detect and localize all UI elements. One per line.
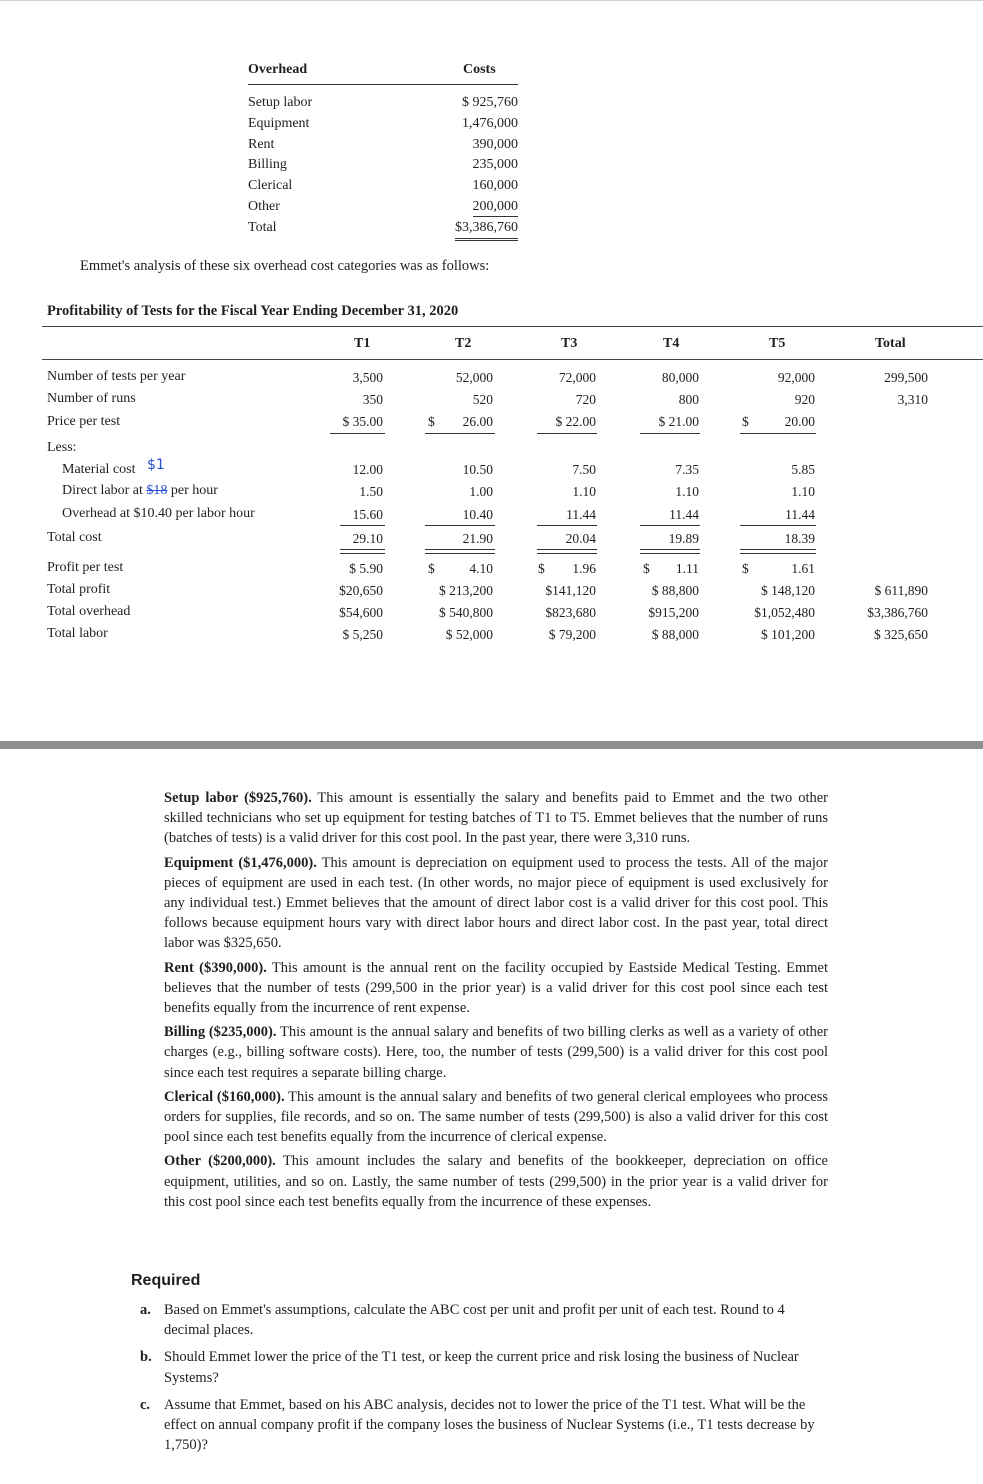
struck-labor-rate: $18	[146, 483, 168, 498]
overhead-total-label: Total	[248, 219, 277, 235]
description-paragraph	[164, 1087, 828, 1148]
overhead-label: Rent	[248, 136, 275, 152]
column-underline	[640, 525, 700, 526]
overhead-table-header	[248, 60, 518, 85]
description-paragraph	[164, 1022, 828, 1083]
table-cell: $ 88,000	[651, 627, 699, 642]
description-paragraph	[164, 958, 828, 1019]
table-cell: $ 148,120	[761, 583, 815, 598]
column-header-t5: T5	[769, 336, 786, 351]
overhead-row	[248, 135, 518, 156]
dollar-sign: $	[643, 561, 650, 576]
overhead-label: Setup labor	[248, 95, 313, 110]
table-cell: $ 611,890	[874, 583, 928, 598]
table-cell: 1.96	[572, 561, 596, 576]
table-cell: 92,000	[777, 370, 815, 385]
labor-text-post: per hour	[170, 483, 218, 498]
question-text: Based on Emmet's assumptions, calculate the ABC cost per unit and profit per unit of each test. Round to 4 decimal places.	[164, 1302, 785, 1339]
table-cell: $54,600	[339, 605, 383, 620]
overhead-cost: 235,000	[472, 157, 518, 173]
table-cell: $ 79,200	[548, 627, 596, 642]
overhead-cost: $ 925,760	[462, 95, 518, 110]
table-cell: 1.10	[791, 484, 815, 499]
description-paragraph	[164, 1151, 828, 1212]
overhead-label: Clerical	[248, 178, 293, 194]
row-label-tests: Number of tests per year	[47, 369, 186, 384]
profitability-table-title: Profitability of Tests for the Fiscal Year Ending December 31, 2020	[47, 303, 459, 319]
column-header-t1: T1	[354, 336, 371, 351]
overhead-row	[248, 197, 518, 218]
row-label-labor	[62, 483, 218, 499]
table-cell: 1.11	[675, 561, 699, 576]
question-item	[140, 1395, 828, 1456]
row-label-less: Less:	[47, 440, 77, 455]
overhead-cost-table	[248, 60, 518, 239]
description-heading: Clerical ($160,000).	[164, 1088, 285, 1105]
description-text: This amount includes the salary and benefits of the bookkeeper, depreciation on office equipment, utilities, and so on. Lastly, the same number of tests (299,500) in the prior year is a valid driver for this cost pool since each test benefits equally from the incurrence of these expenses.	[164, 1153, 828, 1210]
overhead-total-cost: $3,386,760	[455, 218, 518, 241]
row-label-material	[62, 457, 165, 478]
column-double-underline	[640, 549, 700, 554]
table-cell: 15.60	[352, 507, 383, 522]
dollar-sign: $	[428, 414, 435, 429]
description-text: This amount is the annual salary and benefits of two billing clerks as well as a variety of other charges (e.g., billing software costs). Here, too, the number of tests (299,500) is a valid driver for this cost pool since each test requires a separate billing charge.	[164, 1024, 828, 1081]
overhead-cost: 200,000	[473, 197, 519, 217]
table-cell: 52,000	[455, 370, 493, 385]
overhead-label: Other	[248, 198, 280, 214]
table-cell: 5.85	[791, 462, 815, 477]
overhead-row	[248, 176, 518, 197]
table-cell: $ 325,650	[874, 627, 928, 642]
overhead-total-row	[248, 218, 518, 239]
description-heading: Other ($200,000).	[164, 1153, 276, 1170]
dollar-sign: $	[742, 414, 749, 429]
table-cell: 350	[362, 392, 383, 407]
description-paragraph	[164, 853, 828, 954]
table-cell: $ 5,250	[342, 627, 383, 642]
description-heading: Billing ($235,000).	[164, 1024, 277, 1041]
column-underline	[340, 525, 385, 526]
table-cell: 1.50	[359, 484, 383, 499]
material-cost-text: Material cost	[62, 462, 136, 477]
table-cell: $1,052,480	[754, 605, 815, 620]
column-underline	[425, 433, 495, 434]
table-cell: 1.61	[791, 561, 815, 576]
table-cell: 18.39	[784, 531, 815, 546]
table-cell: 1.10	[572, 484, 596, 499]
table-cell: $3,386,760	[867, 605, 928, 620]
table-cell: 10.50	[462, 462, 493, 477]
column-underline	[740, 433, 816, 434]
overhead-row	[248, 93, 518, 114]
description-text: This amount is the annual rent on the facility occupied by Eastside Medical Testing. Emmet believes that the number of tests (299,500 in the prior year) is a valid driver for this cost pool since each test benefits equally from the incurrence of rent expense.	[164, 959, 828, 1017]
column-double-underline	[740, 549, 816, 554]
table-cell: 11.44	[566, 507, 596, 522]
table-cell: $ 5.90	[349, 561, 383, 576]
table-cell: 20.04	[565, 531, 596, 546]
overhead-cost: 1,476,000	[462, 115, 518, 131]
table-cell: 80,000	[661, 370, 699, 385]
table-cell: 21.90	[462, 531, 493, 546]
top-rule	[0, 0, 983, 1]
row-label-price: Price per test	[47, 414, 121, 429]
page-separator-band	[0, 741, 983, 749]
overhead-cost: 390,000	[472, 136, 518, 152]
description-text: This amount is depreciation on equipment used to process the tests. All of the major pieces of equipment are used in each test. (In other words, no major piece of equipment is used exclusively for any individual test.) Emmet believes that the amount of direct labor cost is a valid driver for this cost pool. This follows because equipment hours vary with direct labor hours and direct labor cost. In the past year, total direct labor was $325,650.	[164, 854, 828, 952]
labor-text-pre: Direct labor at	[62, 483, 143, 498]
cost-pool-descriptions	[164, 788, 828, 1216]
table-cell: 26.00	[462, 414, 493, 429]
table-cell: 72,000	[558, 370, 596, 385]
table-cell: 20.00	[784, 414, 815, 429]
column-header-t3: T3	[561, 336, 578, 351]
overhead-cost: 160,000	[472, 178, 518, 194]
column-underline	[740, 525, 816, 526]
dollar-sign: $	[742, 561, 749, 576]
table-cell: $ 35.00	[342, 414, 383, 429]
table-cell: 520	[472, 392, 493, 407]
question-text: Should Emmet lower the price of the T1 test, or keep the current price and risk losing the business of Nuclear Systems?	[164, 1349, 799, 1386]
description-heading: Setup labor ($925,760).	[164, 790, 312, 806]
overhead-row	[248, 155, 518, 176]
column-header-total: Total	[875, 336, 906, 351]
row-label-total-cost: Total cost	[47, 530, 102, 545]
question-key: b.	[140, 1349, 152, 1366]
table-cell: 3,310	[897, 392, 928, 407]
column-double-underline	[340, 549, 385, 554]
column-underline	[330, 433, 385, 434]
overhead-row	[248, 114, 518, 135]
table-cell: 11.44	[785, 507, 815, 522]
column-underline	[537, 433, 597, 434]
overhead-column-header: Overhead	[248, 62, 308, 77]
description-heading: Equipment ($1,476,000).	[164, 854, 317, 871]
question-item	[140, 1300, 828, 1340]
column-header-t4: T4	[663, 336, 680, 351]
table-cell: 800	[678, 392, 699, 407]
table-cell: 1.00	[469, 484, 493, 499]
required-questions	[140, 1300, 828, 1462]
row-label-overhead: Overhead at $10.40 per labor hour	[62, 506, 255, 521]
required-heading: Required	[131, 1272, 201, 1289]
table-cell: $ 101,200	[761, 627, 815, 642]
question-text: Assume that Emmet, based on his ABC analysis, decides not to lower the price of the T1 test. What will be the effect on annual company profit if the company loses the business of Nuclear Systems (i.e., T1 tests decrease by 1,750)?	[164, 1396, 815, 1454]
column-underline	[425, 525, 495, 526]
table-cell: 720	[575, 392, 596, 407]
table-cell: 4.10	[469, 561, 493, 576]
table-cell: $ 213,200	[439, 583, 493, 598]
question-key: c.	[140, 1396, 151, 1413]
column-header-t2: T2	[455, 336, 472, 351]
table-cell: 7.50	[572, 462, 596, 477]
dollar-sign: $	[428, 561, 435, 576]
table-cell: $ 88,800	[651, 583, 699, 598]
description-paragraph	[164, 788, 828, 849]
table-cell: $ 540,800	[439, 605, 493, 620]
table-cell: 920	[794, 392, 815, 407]
table-cell: $141,120	[545, 583, 596, 598]
table-cell: $20,650	[339, 583, 383, 598]
column-double-underline	[425, 549, 495, 554]
overhead-label: Equipment	[248, 115, 310, 131]
question-key: a.	[140, 1302, 151, 1318]
intro-text: Emmet's analysis of these six overhead cost categories was as follows:	[80, 258, 490, 274]
table-cell: 11.44	[669, 507, 699, 522]
table-cell: 10.40	[462, 507, 493, 522]
column-double-underline	[537, 549, 597, 554]
table-cell: $915,200	[648, 605, 699, 620]
handwritten-annotation: $1	[146, 457, 165, 473]
table-header-rule	[42, 359, 983, 360]
table-cell: 19.89	[668, 531, 699, 546]
question-item	[140, 1347, 828, 1387]
table-cell: $ 22.00	[555, 414, 596, 429]
dollar-sign: $	[538, 561, 545, 576]
description-text: This amount is the annual salary and benefits of two general clerical employees who process orders for supplies, file records, and so on. The same number of tests (299,500) is also a valid driver for this cost pool since each test benefits equally from the incurrence of clerical expense.	[164, 1088, 828, 1146]
table-cell: 29.10	[352, 531, 383, 546]
table-cell: 12.00	[352, 462, 383, 477]
row-label-total-labor: Total labor	[47, 626, 108, 641]
table-cell: 3,500	[352, 370, 383, 385]
table-cell: $823,680	[545, 605, 596, 620]
row-label-profit-per-test: Profit per test	[47, 560, 124, 575]
description-text: This amount is essentially the salary and benefits paid to Emmet and the two other skilled technicians who set up equipment for testing batches of T1 to T5. Emmet believes that the number of runs (batches of tests) is a valid driver for this cost pool. In the past year, there were 3,310 runs.	[164, 790, 828, 847]
table-cell: $ 21.00	[658, 414, 699, 429]
table-cell: 7.35	[675, 462, 699, 477]
table-cell: 1.10	[675, 484, 699, 499]
row-label-total-overhead: Total overhead	[47, 604, 131, 619]
table-top-rule	[42, 326, 983, 327]
overhead-label: Billing	[248, 157, 287, 173]
costs-column-header: Costs	[463, 62, 496, 77]
table-cell: 299,500	[884, 370, 928, 385]
description-heading: Rent ($390,000).	[164, 959, 267, 976]
column-underline	[537, 525, 597, 526]
column-underline	[640, 433, 700, 434]
row-label-runs: Number of runs	[47, 391, 136, 406]
table-cell: $ 52,000	[445, 627, 493, 642]
row-label-total-profit: Total profit	[47, 582, 111, 597]
